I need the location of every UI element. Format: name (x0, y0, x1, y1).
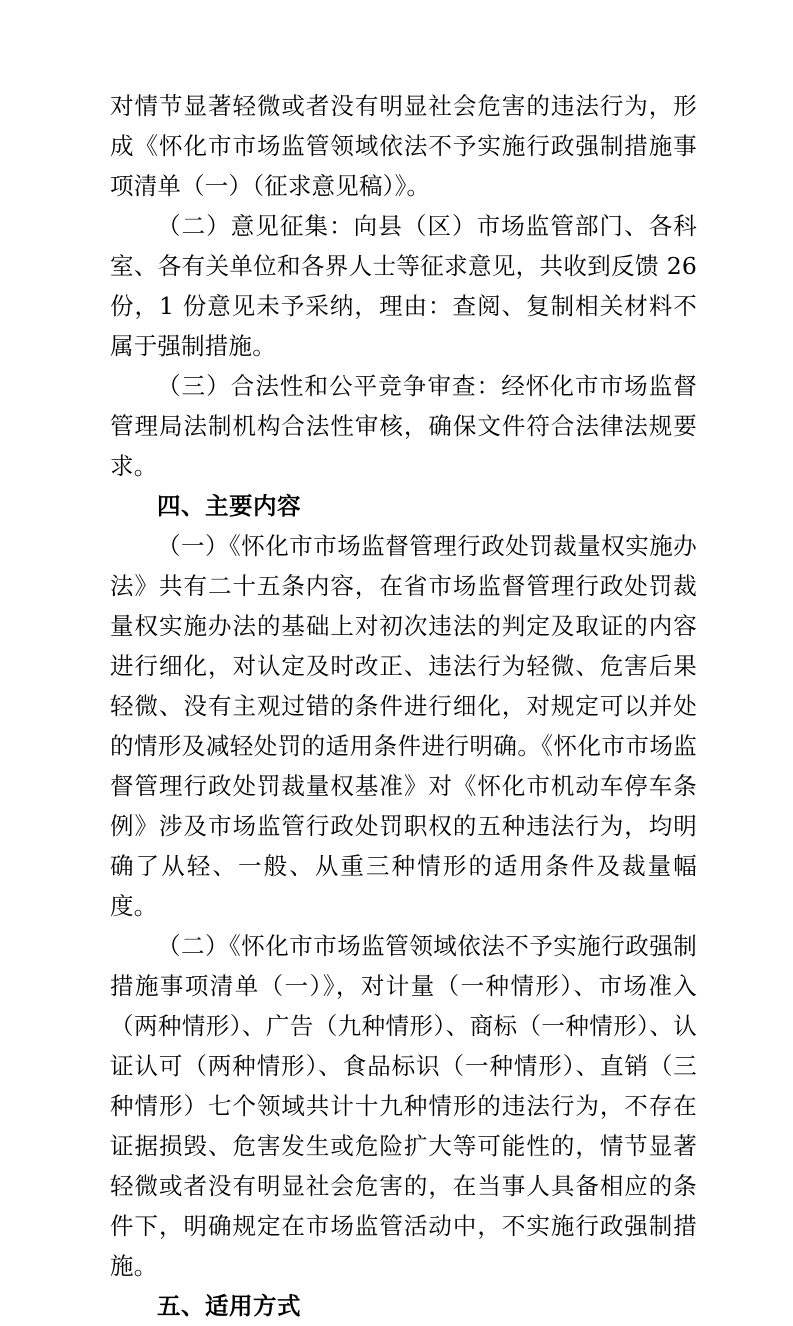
paragraph-1: 对情节显著轻微或者没有明显社会危害的违法行为，形成《怀化市市场监管领域依法不予实施行政强制措施事项清单（一）（征求意见稿）》。 (110, 92, 697, 200)
section-heading-four: 四、主要内容 (157, 492, 301, 520)
paragraph-3: （三）合法性和公平竞争审查：经怀化市市场监督管理局法制机构合法性审核，确保文件符合法律法规要求。 (110, 372, 697, 480)
document-body (110, 86, 697, 1326)
paragraph-2: （二）意见征集：向县（区）市场监管部门、各科室、各有关单位和各界人士等征求意见，共收到反馈 26 份，1 份意见未予采纳，理由：查阅、复制相关材料不属于强制措施。 (110, 212, 697, 360)
paragraph-5: （二）《怀化市市场监管领域依法不予实施行政强制措施事项清单（一）》，对计量（一种情形）、市场准入（两种情形）、广告（九种情形）、商标（一种情形）、认证认可（两种情形）、食品标识（一种情形）、直销（三种情形）七个领域共计十九种情形的违法行为，不存在证据损毁、危害发生或危险扩大等可能性的，情节显著轻微或者没有明显社会危害的，在当事人具备相应的条件下，明确规定在市场监管活动中，不实施行政强制措施。 (110, 932, 697, 1280)
paragraph-4: （一）《怀化市市场监督管理行政处罚裁量权实施办法》共有二十五条内容，在省市场监督管理行政处罚裁量权实施办法的基础上对初次违法的判定及取证的内容进行细化，对认定及时改正、违法行为轻微、危害后果轻微、没有主观过错的条件进行细化，对规定可以并处的情形及减轻处罚的适用条件进行明确。《怀化市市场监督管理行政处罚裁量权基准》对《怀化市机动车停车条例》涉及市场监管行政处罚职权的五种违法行为，均明确了从轻、一般、从重三种情形的适用条件及裁量幅度。 (110, 532, 697, 920)
section-heading-five: 五、适用方式 (157, 1292, 301, 1320)
